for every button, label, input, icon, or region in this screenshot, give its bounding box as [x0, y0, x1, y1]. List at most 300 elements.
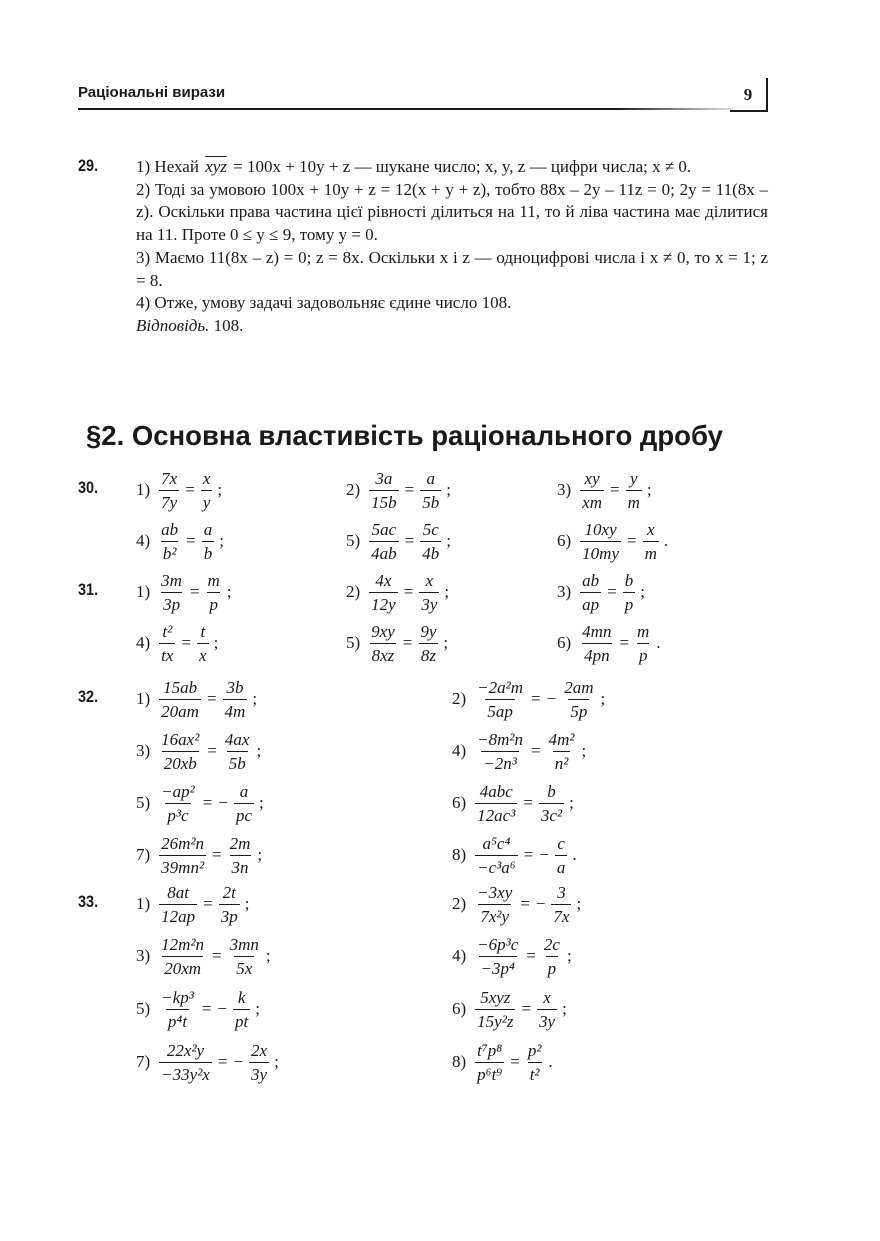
rhs-fraction	[539, 783, 564, 824]
denominator: y	[201, 490, 213, 511]
solution-line-3: 3) Маємо 11(8x – z) = 0; z = 8x. Оскільки x і z — одноцифрові числа і x ≠ 0, то x = 1; z = 8.	[136, 247, 768, 290]
item-label: 1)	[136, 582, 151, 601]
equals-sign: =	[523, 793, 533, 812]
rhs-fraction	[635, 623, 651, 664]
equation-item	[136, 470, 222, 510]
numerator: t	[200, 621, 206, 641]
numerator: 4m²	[548, 729, 575, 749]
denominator: 7y	[159, 490, 179, 511]
equals-sign: =	[203, 894, 213, 913]
equals-sign: =	[510, 1052, 520, 1071]
numerator: t²	[162, 621, 173, 641]
lhs-fraction	[475, 884, 514, 925]
denominator: pt	[233, 1009, 250, 1030]
solution-line-4: 4) Отже, умову задачі задовольняє єдине число 108.	[136, 293, 512, 313]
numerator: 3	[557, 882, 566, 902]
equation-item	[136, 679, 257, 719]
equation-item	[346, 572, 449, 612]
equals-sign: =	[189, 582, 200, 601]
lhs-fraction	[580, 623, 613, 664]
numerator: 5c	[422, 519, 439, 539]
numerator: 2am	[564, 677, 594, 697]
rhs-fraction	[223, 731, 252, 772]
denominator: x	[197, 643, 209, 664]
equals-sign: =	[619, 633, 630, 652]
lhs-fraction	[580, 521, 621, 562]
numerator: 15ab	[163, 677, 198, 697]
equation-item	[452, 679, 605, 719]
denominator: m	[626, 490, 642, 511]
denominator: 15y²z	[475, 1009, 515, 1030]
section-title: §2. Основна властивість раціонального дробу	[86, 420, 723, 451]
denominator: ap	[580, 592, 601, 613]
lhs-fraction	[159, 679, 201, 720]
rhs-fraction	[234, 783, 254, 824]
equation-item	[346, 470, 451, 510]
rhs-fraction	[418, 623, 438, 664]
rhs-fraction	[219, 884, 240, 925]
rhs-fraction	[202, 521, 215, 562]
numerator: 16ax²	[161, 729, 200, 749]
denominator: pc	[234, 803, 254, 824]
item-label: 5)	[136, 793, 151, 812]
equals-sign: =	[201, 999, 212, 1018]
rhs-fraction	[233, 989, 250, 1030]
numerator: k	[237, 987, 246, 1007]
problem-number: 32.	[78, 687, 99, 706]
item-label: 4)	[136, 633, 151, 652]
numerator: 2x	[251, 1040, 268, 1060]
equals-sign: =	[181, 633, 192, 652]
item-label: 4)	[452, 946, 467, 965]
punctuation: ;	[646, 480, 652, 499]
punctuation: ;	[274, 1052, 279, 1071]
numerator: −kp³	[161, 987, 194, 1007]
rhs-fraction	[420, 470, 441, 511]
numerator: 12m²n	[161, 934, 205, 954]
header-rule	[78, 108, 733, 110]
denominator: 12y	[369, 592, 398, 613]
denominator: 4b	[420, 541, 441, 562]
punctuation: ;	[252, 689, 258, 708]
denominator: 3c²	[539, 803, 564, 824]
numerator: m	[207, 570, 220, 590]
numerator: t⁷p⁸	[477, 1040, 503, 1060]
equation-item	[557, 572, 645, 612]
item-label: 3)	[557, 480, 572, 499]
numerator: 2t	[222, 882, 236, 902]
equals-sign: =	[531, 689, 541, 708]
equals-sign: =	[520, 894, 530, 913]
numerator: 9xy	[371, 621, 395, 641]
denominator: p	[546, 956, 559, 977]
equation-item	[346, 521, 451, 561]
equation-item	[452, 783, 574, 823]
denominator: p	[637, 643, 650, 664]
numerator: a	[426, 468, 436, 488]
denominator: 3y	[249, 1062, 269, 1083]
problem-number: 31.	[78, 580, 99, 599]
item-label: 2)	[346, 582, 361, 601]
solution-line-1: 1) Нехай $\overline{xyz} = 100x + 10y + z$ — шукане число; x, y, z — цифри числа; x ≠ 0.	[136, 157, 692, 176]
equals-sign: =	[607, 582, 617, 601]
equals-sign: =	[523, 845, 534, 864]
denominator: p	[207, 592, 220, 613]
rhs-fraction	[555, 835, 568, 876]
lhs-fraction	[369, 572, 398, 613]
equation-item	[136, 572, 232, 612]
equals-sign: =	[526, 946, 536, 965]
running-header-title: Раціональні вирази	[78, 84, 226, 101]
denominator: m	[643, 541, 659, 562]
punctuation: ;	[566, 946, 572, 965]
equals-sign: =	[202, 793, 213, 812]
denominator: 3y	[537, 1009, 557, 1030]
punctuation: ;	[581, 741, 587, 760]
equation-item	[452, 835, 577, 875]
numerator: xy	[584, 468, 600, 488]
punctuation: ;	[446, 480, 451, 499]
equals-sign: =	[212, 946, 222, 965]
numerator: ab	[161, 519, 179, 539]
solution-text	[136, 156, 768, 338]
item-label: 4)	[136, 531, 151, 550]
item-label: 6)	[557, 633, 572, 652]
denominator: −3p⁴	[479, 956, 517, 977]
numerator: x	[543, 987, 551, 1007]
denominator: −33y²x	[159, 1062, 212, 1083]
item-label: 3)	[136, 741, 151, 760]
equals-sign: =	[404, 531, 415, 550]
item-label: 6)	[452, 999, 467, 1018]
lhs-fraction	[159, 884, 197, 925]
rhs-fraction	[206, 572, 222, 613]
numerator: 3a	[375, 468, 393, 488]
denominator: 5ap	[485, 699, 515, 720]
denominator: 5p	[568, 699, 589, 720]
numerator: a⁵c⁴	[482, 833, 511, 853]
overlined-number: $\overline{xyz}$	[205, 157, 227, 176]
equals-sign: =	[402, 633, 413, 652]
numerator: x	[202, 468, 211, 488]
punctuation: .	[572, 845, 577, 864]
minus-sign: −	[546, 689, 557, 708]
denominator: 4m	[223, 699, 248, 720]
denominator: 7x²y	[478, 904, 511, 925]
denominator: 4ab	[369, 541, 399, 562]
lhs-fraction	[159, 835, 206, 876]
problem-number: 33.	[78, 892, 99, 911]
punctuation: .	[548, 1052, 553, 1071]
lhs-fraction	[159, 989, 196, 1030]
numerator: 5xyz	[480, 987, 511, 1007]
item-label: 7)	[136, 1052, 151, 1071]
numerator: 3m	[161, 570, 182, 590]
lhs-fraction	[369, 623, 397, 664]
rhs-fraction	[419, 572, 439, 613]
punctuation: ;	[265, 946, 271, 965]
equation-item	[452, 884, 581, 924]
rhs-fraction	[542, 936, 562, 977]
lhs-fraction	[159, 470, 179, 511]
punctuation: ;	[226, 582, 232, 601]
denominator: 5x	[234, 956, 254, 977]
punctuation: ;	[569, 793, 574, 812]
equation-item	[136, 884, 250, 924]
denominator: p	[623, 592, 636, 613]
denominator: 12ac³	[475, 803, 517, 824]
numerator: 3mn	[229, 934, 259, 954]
lhs-fraction	[475, 835, 518, 876]
denominator: tx	[159, 643, 175, 664]
punctuation: ;	[444, 582, 450, 601]
equation-item	[136, 936, 271, 976]
rhs-fraction	[626, 470, 642, 511]
running-header	[78, 78, 768, 112]
equation-item	[557, 521, 668, 561]
punctuation: ;	[258, 793, 264, 812]
denominator: a	[555, 855, 568, 876]
numerator: 2c	[543, 934, 560, 954]
rhs-fraction	[643, 521, 659, 562]
item-label: 3)	[557, 582, 572, 601]
numerator: x	[646, 519, 655, 539]
rhs-fraction	[197, 623, 209, 664]
denominator: 5b	[420, 490, 441, 511]
equation-item	[557, 623, 661, 663]
numerator: 2m	[229, 833, 251, 853]
numerator: b	[624, 570, 634, 590]
equals-sign: =	[207, 741, 217, 760]
equals-sign: =	[206, 689, 217, 708]
numerator: x	[425, 570, 434, 590]
item-label: 1)	[136, 480, 151, 499]
numerator: a	[203, 519, 213, 539]
punctuation: ;	[576, 894, 582, 913]
rhs-fraction	[547, 731, 577, 772]
item-label: 2)	[452, 894, 467, 913]
denominator: 39mn²	[159, 855, 206, 876]
numerator: 8at	[167, 882, 190, 902]
denominator: t²	[528, 1062, 542, 1083]
lhs-fraction	[475, 783, 517, 824]
rhs-fraction	[228, 936, 261, 977]
denominator: p⁴t	[166, 1009, 189, 1030]
numerator: b	[547, 781, 556, 801]
punctuation: .	[656, 633, 661, 652]
minus-sign: −	[233, 1052, 244, 1071]
equation-item	[557, 470, 652, 510]
denominator: p⁶t⁹	[475, 1062, 504, 1083]
lhs-fraction	[475, 1042, 504, 1083]
problem-number: 30.	[78, 478, 99, 497]
page-number: 9	[730, 78, 768, 112]
equation-item	[452, 936, 572, 976]
lhs-fraction	[369, 470, 399, 511]
equals-sign: =	[404, 480, 415, 499]
equals-sign: =	[521, 999, 532, 1018]
equation-item	[346, 623, 448, 663]
rhs-fraction	[526, 1042, 544, 1083]
lhs-fraction	[580, 470, 604, 511]
denominator: p³c	[165, 803, 190, 824]
minus-sign: −	[218, 793, 228, 812]
numerator: −3xy	[477, 882, 513, 902]
equation-item	[136, 1042, 279, 1082]
minus-sign: −	[539, 845, 549, 864]
rhs-fraction	[201, 470, 213, 511]
numerator: 3b	[226, 677, 244, 697]
lhs-fraction	[369, 521, 399, 562]
denominator: 3p	[161, 592, 182, 613]
punctuation: ;	[244, 894, 250, 913]
denominator: b	[202, 541, 215, 562]
rhs-fraction	[537, 989, 557, 1030]
denominator: −2n³	[481, 751, 519, 772]
punctuation: ;	[256, 741, 262, 760]
lhs-fraction	[159, 936, 206, 977]
numerator: 5ac	[371, 519, 397, 539]
lhs-fraction	[159, 572, 184, 613]
item-label: 5)	[346, 531, 361, 550]
punctuation: ;	[255, 999, 260, 1018]
item-label: 4)	[452, 741, 467, 760]
item-label: 3)	[136, 946, 151, 965]
lhs-fraction	[159, 731, 201, 772]
punctuation: ;	[443, 633, 449, 652]
lhs-fraction	[475, 989, 515, 1030]
denominator: 3p	[219, 904, 240, 925]
denominator: 8xz	[370, 643, 397, 664]
numerator: m	[637, 621, 650, 641]
lhs-fraction	[475, 936, 520, 977]
numerator: −8m²n	[477, 729, 524, 749]
denominator: 10my	[580, 541, 621, 562]
item-label: 6)	[452, 793, 467, 812]
item-label: 8)	[452, 1052, 467, 1071]
equals-sign: =	[403, 582, 414, 601]
denominator: b²	[161, 541, 179, 562]
punctuation: ;	[219, 531, 224, 550]
item-label: 5)	[346, 633, 361, 652]
punctuation: ;	[217, 480, 223, 499]
rhs-fraction	[249, 1042, 269, 1083]
equation-item	[136, 835, 262, 875]
numerator: 10xy	[584, 519, 617, 539]
numerator: 7x	[161, 468, 178, 488]
rhs-fraction	[562, 679, 595, 720]
equation-item	[136, 623, 218, 663]
numerator: −2a²m	[477, 677, 524, 697]
punctuation: ;	[213, 633, 219, 652]
numerator: 4mn	[582, 621, 612, 641]
rhs-fraction	[223, 679, 248, 720]
denominator: 8z	[419, 643, 438, 664]
lhs-fraction	[159, 783, 197, 824]
punctuation: ;	[562, 999, 567, 1018]
equation-item	[452, 989, 567, 1029]
rhs-fraction	[420, 521, 441, 562]
equation-item	[136, 731, 261, 771]
punctuation: ;	[257, 845, 263, 864]
item-label: 6)	[557, 531, 572, 550]
minus-sign: −	[535, 894, 546, 913]
denominator: 7x	[551, 904, 571, 925]
lhs-fraction	[159, 1042, 212, 1083]
denominator: 20xm	[162, 956, 203, 977]
item-label: 7)	[136, 845, 151, 864]
problem-number: 29.	[78, 156, 99, 175]
lhs-fraction	[159, 623, 175, 664]
numerator: 4x	[375, 570, 392, 590]
equation-item	[136, 989, 260, 1029]
item-label: 2)	[452, 689, 467, 708]
denominator: 5b	[227, 751, 248, 772]
numerator: 9y	[420, 621, 437, 641]
numerator: 26m²n	[161, 833, 205, 853]
denominator: −c³a⁶	[475, 855, 518, 876]
denominator: n²	[553, 751, 571, 772]
minus-sign: −	[217, 999, 227, 1018]
denominator: 20am	[159, 699, 201, 720]
numerator: 4abc	[479, 781, 513, 801]
lhs-fraction	[475, 679, 525, 720]
lhs-fraction	[580, 572, 601, 613]
numerator: −ap²	[161, 781, 195, 801]
equation-item	[452, 1042, 553, 1082]
numerator: ab	[582, 570, 600, 590]
denominator: 12ap	[159, 904, 197, 925]
equals-sign: =	[531, 741, 541, 760]
numerator: c	[557, 833, 565, 853]
item-label: 1)	[136, 894, 151, 913]
lhs-fraction	[475, 731, 525, 772]
punctuation: ;	[600, 689, 606, 708]
punctuation: ;	[640, 582, 645, 601]
numerator: p²	[527, 1040, 542, 1060]
numerator: 22x²y	[166, 1040, 205, 1060]
solution-line-2: 2) Тоді за умовою 100x + 10y + z = 12(x + y + z), тобто 88x – 2y – 11z = 0; 2y = 11(8x – z). Оскільки права частина цієї рівності ділиться на 11, то й ліва частина має ділитися на 11. Проте 0 ≤ y ≤ 9, тому y = 0.	[136, 179, 768, 245]
denominator: xm	[580, 490, 604, 511]
equation-item	[452, 731, 586, 771]
punctuation: .	[663, 531, 669, 550]
denominator: 3n	[230, 855, 251, 876]
answer-label: Відповідь.	[136, 315, 210, 335]
item-label: 5)	[136, 999, 151, 1018]
numerator: y	[629, 468, 638, 488]
equals-sign: =	[627, 531, 637, 550]
equals-sign: =	[186, 531, 196, 550]
denominator: 15b	[369, 490, 399, 511]
denominator: 20xb	[162, 751, 199, 772]
equals-sign: =	[185, 480, 195, 499]
numerator: a	[239, 781, 249, 801]
rhs-fraction	[623, 572, 636, 613]
equals-sign: =	[217, 1052, 228, 1071]
punctuation: ;	[446, 531, 451, 550]
denominator: 3y	[419, 592, 439, 613]
rhs-fraction	[551, 884, 571, 925]
equation-item	[136, 521, 224, 561]
answer-value: 108.	[213, 315, 244, 335]
numerator: −6p³c	[477, 934, 519, 954]
lhs-fraction	[159, 521, 180, 562]
item-label: 8)	[452, 845, 467, 864]
equals-sign: =	[610, 480, 620, 499]
denominator: 4pn	[582, 643, 612, 664]
rhs-fraction	[228, 835, 253, 876]
equals-sign: =	[212, 845, 222, 864]
